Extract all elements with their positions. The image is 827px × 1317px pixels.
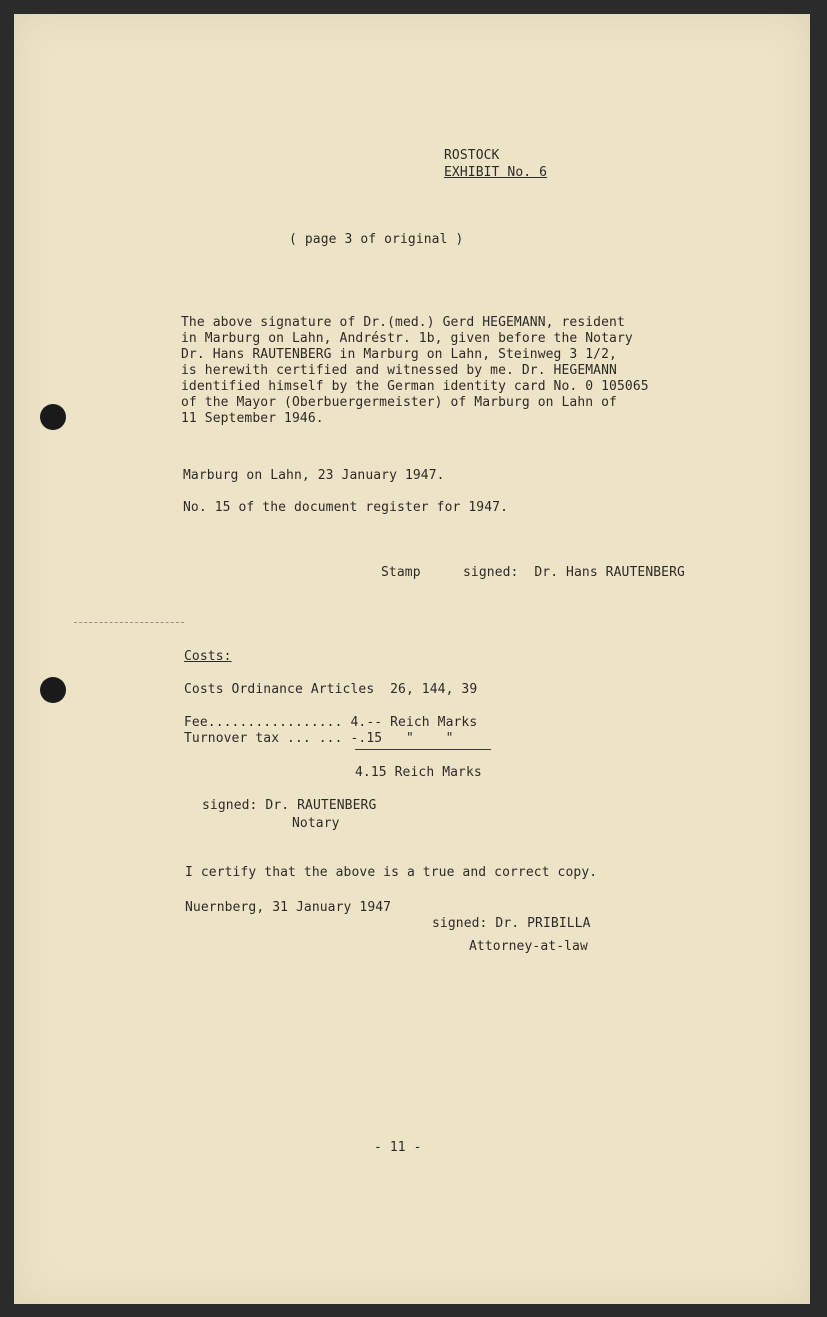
page-number: - 11 - xyxy=(374,1140,422,1155)
place-and-date: Marburg on Lahn, 23 January 1947. xyxy=(183,468,445,483)
true-copy-certification: I certify that the above is a true and correct copy. xyxy=(185,865,598,880)
costs-ordinance: Costs Ordinance Articles 26, 144, 39 xyxy=(184,682,478,697)
page-of-original-note: ( page 3 of original ) xyxy=(289,232,464,247)
stamp-label: Stamp xyxy=(381,565,421,580)
costs-turnover-tax: Turnover tax ... ... -.15 " " xyxy=(184,731,454,746)
document-register-note: No. 15 of the document register for 1947. xyxy=(183,500,508,515)
certification-line: Dr. Hans RAUTENBERG in Marburg on Lahn, Steinweg 3 1/2, xyxy=(181,347,617,362)
notary-title: Notary xyxy=(292,816,340,831)
attorney-title: Attorney-at-law xyxy=(469,939,588,954)
nuernberg-place-date: Nuernberg, 31 January 1947 xyxy=(185,900,392,915)
sum-rule xyxy=(355,749,491,750)
notary-signed-name: signed: Dr. RAUTENBERG xyxy=(202,798,377,813)
punch-hole-bottom xyxy=(40,677,66,703)
attorney-signed-name: signed: Dr. PRIBILLA xyxy=(432,916,591,931)
costs-heading: Costs: xyxy=(184,649,232,664)
certification-line: 11 September 1946. xyxy=(181,411,324,426)
fold-mark xyxy=(74,622,184,623)
document-page xyxy=(14,14,810,1304)
certification-line: The above signature of Dr.(med.) Gerd HEGEMANN, resident xyxy=(181,315,625,330)
header-rostock: ROSTOCK xyxy=(444,148,500,163)
certification-line: in Marburg on Lahn, Andréstr. 1b, given before the Notary xyxy=(181,331,633,346)
punch-hole-top xyxy=(40,404,66,430)
costs-fee: Fee................. 4.-- Reich Marks xyxy=(184,715,478,730)
notary-signed-line: signed: Dr. Hans RAUTENBERG xyxy=(463,565,685,580)
certification-line: is herewith certified and witnessed by me. Dr. HEGEMANN xyxy=(181,363,617,378)
certification-line: of the Mayor (Oberbuergermeister) of Marburg on Lahn of xyxy=(181,395,617,410)
header-exhibit-number: EXHIBIT No. 6 xyxy=(444,165,548,180)
certification-line: identified himself by the German identity card No. 0 105065 xyxy=(181,379,649,394)
costs-total: 4.15 Reich Marks xyxy=(355,765,482,780)
